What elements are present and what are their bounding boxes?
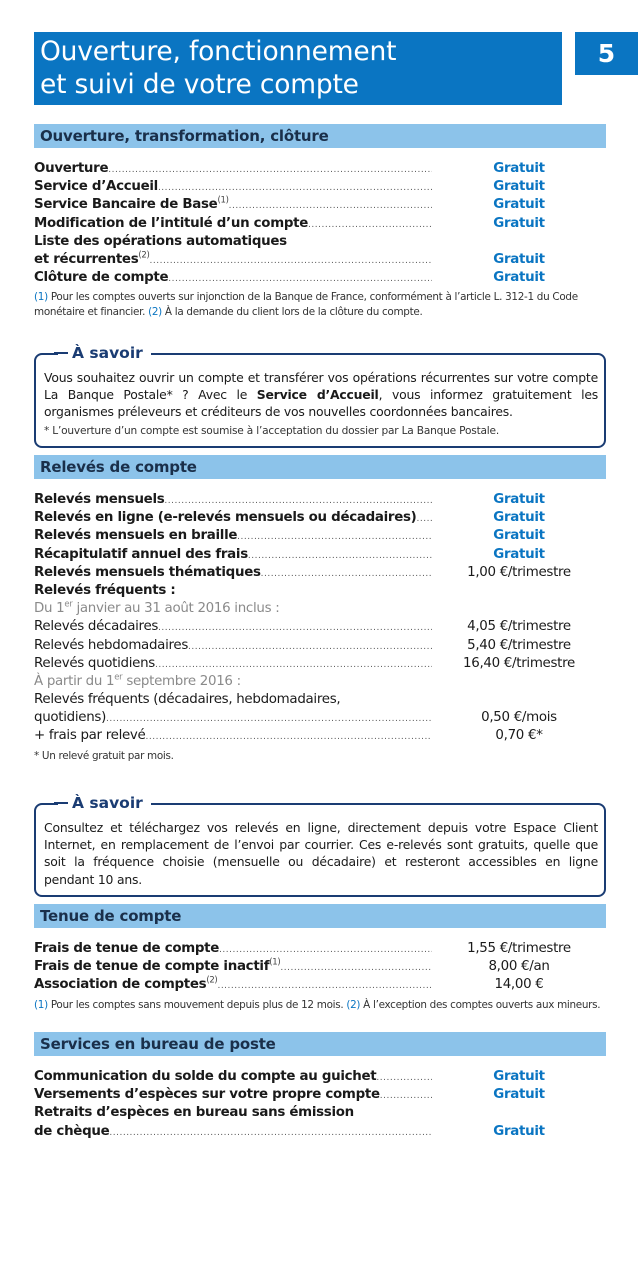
row-value: Gratuit (493, 1069, 545, 1084)
row-label: Relevés mensuels (34, 492, 165, 507)
row-value: Gratuit (493, 270, 545, 286)
row-value: 8,00 €/an (488, 959, 550, 975)
price-row-heading (34, 233, 606, 251)
row-value: 4,05 €/trimestre (467, 619, 571, 635)
price-row (34, 215, 606, 233)
row-label: Association de comptes (34, 977, 207, 993)
price-row (34, 196, 606, 214)
row-value: Gratuit (493, 510, 545, 526)
price-row (34, 709, 606, 727)
leader-dots (229, 197, 432, 215)
info-box-text: Consultez et téléchargez vos relevés en ligne, directement depuis votre Espace Client Internet, en remplacement de l’envoi par courrier. Ces e-relevés sont gratuits, quelle que soit la fréquence choisie (mensuelle ou décadaire) et resteront accessibles en ligne pendant 10 ans. (44, 820, 598, 887)
price-row (34, 251, 606, 269)
leader-dots (146, 728, 433, 746)
period-label (34, 600, 606, 618)
price-row (34, 564, 606, 582)
section-bureau-poste (34, 1032, 606, 1141)
footnote-text: À la demande du client lors de la clôture du compte. (161, 305, 423, 318)
row-value: Gratuit (493, 179, 545, 195)
leader-dots (106, 710, 432, 728)
leader-dots (237, 528, 432, 546)
price-row (34, 546, 606, 564)
leader-dots (261, 565, 432, 583)
row-value: 5,40 €/trimestre (467, 637, 571, 653)
leader-dots (217, 977, 432, 995)
row-label: Relevés quotidiens (34, 655, 155, 671)
row-label: Relevés mensuels thématiques (34, 564, 261, 580)
row-value: 16,40 €/trimestre (463, 655, 575, 671)
footnote-text: À l’exception des comptes ouverts aux mineurs. (360, 998, 601, 1011)
row-label: de chèque (34, 1123, 110, 1139)
price-row (34, 940, 606, 958)
footnote (34, 998, 606, 1013)
row-value: Gratuit (493, 197, 545, 213)
section-title: Relevés de compte (34, 455, 606, 479)
price-row (34, 491, 606, 509)
period-text: Du 1 (34, 601, 65, 617)
leader-dots (308, 216, 432, 234)
row-label: Relevés fréquents : (34, 582, 176, 598)
row-label: et récurrentes (34, 251, 139, 267)
footnote-number: (2) (346, 998, 361, 1011)
footnote-number: (2) (148, 305, 162, 318)
row-label: Ouverture (34, 161, 109, 176)
row-label: quotidiens) (34, 710, 106, 726)
section-title: Tenue de compte (34, 904, 606, 928)
price-row (34, 1086, 606, 1104)
footnote-ref: (2) (206, 975, 218, 986)
leader-dots (158, 619, 432, 637)
row-label: Service Bancaire de Base (34, 197, 218, 213)
row-value: Gratuit (493, 215, 545, 231)
row-value: Gratuit (493, 1123, 545, 1139)
period-text: À partir du 1 (34, 673, 115, 689)
leader-dots (168, 270, 432, 288)
leader-dots (376, 1069, 432, 1087)
price-row-heading (34, 582, 606, 600)
price-row (34, 1123, 606, 1141)
price-row (34, 637, 606, 655)
footnote (34, 290, 606, 319)
row-label: Frais de tenue de compte inactif (34, 959, 270, 975)
price-row (34, 178, 606, 196)
row-value: Gratuit (493, 528, 545, 544)
row-label: Relevés en ligne (e-relevés mensuels ou décadaires) (34, 510, 417, 526)
price-row (34, 269, 606, 287)
row-value: Gratuit (493, 251, 545, 267)
price-row (34, 1068, 606, 1086)
section-releves (34, 455, 606, 763)
footnote-number: (1) (34, 998, 48, 1011)
leader-dots (155, 656, 432, 674)
leader-dots (248, 547, 432, 565)
row-label: Clôture de compte (34, 270, 169, 286)
leader-dots (150, 252, 432, 270)
row-label: Frais de tenue de compte (34, 941, 220, 956)
row-label: + frais par relevé (34, 728, 146, 744)
page-number: 5 (575, 32, 638, 75)
footnote-text: Pour les comptes sans mouvement depuis plus de 12 mois. (47, 998, 347, 1011)
row-label: Relevés décadaires (34, 619, 159, 635)
leader-dots (219, 941, 432, 959)
row-value: Gratuit (493, 1087, 545, 1103)
row-value: 0,50 €/mois (481, 710, 557, 726)
price-row (34, 618, 606, 636)
period-text: janvier au 31 août 2016 inclus : (72, 601, 280, 617)
row-label: Liste des opérations automatiques (34, 233, 287, 249)
info-box (34, 344, 606, 448)
price-row (34, 509, 606, 527)
price-row (34, 958, 606, 976)
info-box-title: À savoir (58, 793, 151, 813)
page-title-line1: Ouverture, fonctionnement (40, 36, 397, 67)
leader-dots (158, 179, 432, 197)
price-row (34, 727, 606, 745)
row-label: Modification de l’intitulé d’un compte (34, 215, 309, 231)
row-label: Récapitulatif annuel des frais (34, 546, 248, 562)
leader-dots (416, 510, 432, 528)
row-label: Relevés mensuels en braille (34, 528, 238, 544)
page-title-line2: et suivi de votre compte (40, 69, 359, 100)
price-row-heading (34, 1104, 606, 1122)
price-row-heading (34, 691, 606, 709)
info-text-part: Vous souhaitez ouvrir un compte et transférer vos opérations récurrentes sur votre compte La Banque Postale* ? Avec le (44, 370, 598, 403)
period-text: septembre 2016 : (122, 673, 241, 689)
row-value: Gratuit (493, 161, 545, 176)
section-title: Services en bureau de poste (34, 1032, 606, 1056)
row-value: 1,00 €/trimestre (467, 564, 571, 580)
row-label: Versements d’espèces sur votre propre compte (34, 1087, 380, 1103)
footnote-ref: (1) (269, 957, 281, 968)
footnote: * Un relevé gratuit par mois. (34, 749, 174, 762)
row-label: Relevés fréquents (décadaires, hebdomadaires, (34, 692, 341, 708)
leader-dots (109, 1124, 432, 1142)
leader-dots (280, 959, 432, 977)
section-title: Ouverture, transformation, clôture (34, 124, 606, 148)
leader-dots (188, 638, 432, 656)
footnote-number: (1) (34, 291, 48, 304)
price-row (34, 527, 606, 545)
footnote-ref: (2) (138, 250, 150, 261)
section-tenue (34, 904, 606, 1012)
row-value: 14,00 € (494, 977, 544, 993)
row-label: Retraits d’espèces en bureau sans émission (34, 1105, 354, 1121)
row-value: 0,70 €* (495, 728, 543, 744)
info-box-title: À savoir (58, 343, 151, 363)
leader-dots (164, 492, 432, 510)
row-label: Service d’Accueil (34, 179, 158, 195)
info-box-text (44, 369, 598, 421)
page-title (34, 32, 562, 105)
info-text-part: , vous informez gratuitement les organismes préleveurs et créditeurs de vos nouvelles coordonnées bancaires. (44, 387, 598, 420)
row-label: Communication du solde du compte au guichet (34, 1069, 377, 1084)
leader-dots (380, 1087, 432, 1105)
footnote-ref: (1) (217, 195, 229, 206)
leader-dots (108, 161, 432, 179)
period-label (34, 673, 606, 691)
info-box-footnote: * L’ouverture d’un compte est soumise à l’acceptation du dossier par La Banque Postale. (44, 424, 500, 437)
price-row (34, 976, 606, 994)
info-box (34, 794, 606, 897)
row-value: 1,55 €/trimestre (467, 941, 571, 956)
row-value: Gratuit (493, 492, 545, 507)
row-value: Gratuit (493, 546, 545, 562)
info-text-bold: Service d’Accueil (256, 387, 379, 403)
price-row (34, 160, 606, 178)
row-label: Relevés hebdomadaires (34, 637, 189, 653)
period-sup: er (114, 672, 123, 683)
footnote-text: Pour les comptes ouverts sur injonction de la Banque de France, conformément à l’article L. 312-1 du Code monétaire et financier. (34, 291, 578, 318)
price-row (34, 655, 606, 673)
section-ouverture (34, 124, 606, 319)
period-sup: er (64, 599, 73, 610)
